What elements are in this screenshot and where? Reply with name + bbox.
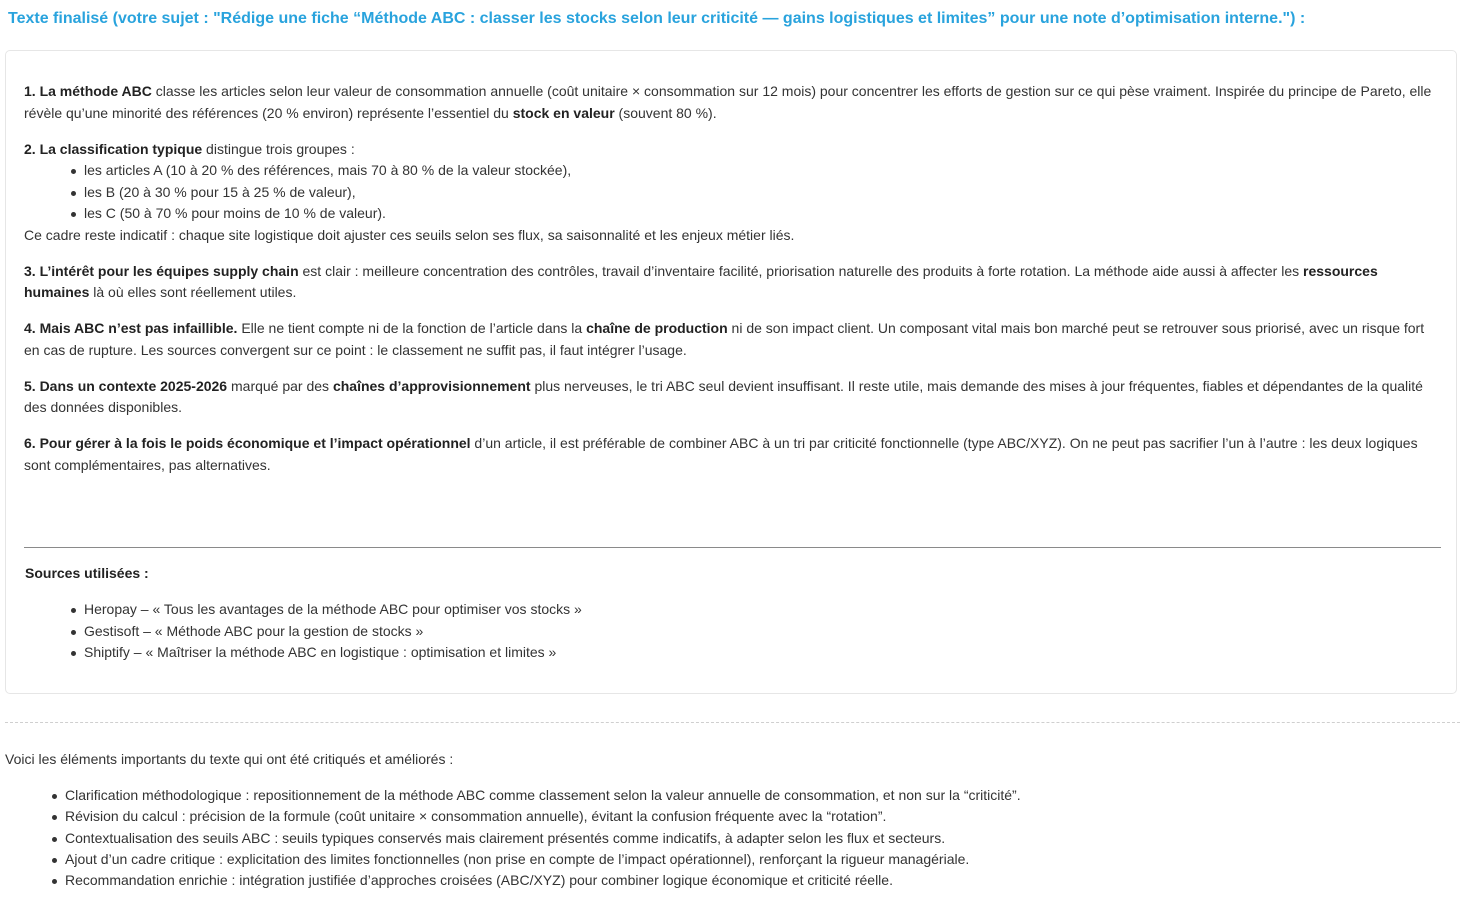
paragraph-5-lead: 5. Dans un contexte 2025-2026 bbox=[24, 377, 228, 394]
list-item: Gestisoft – « Méthode ABC pour la gestion de stocks » bbox=[24, 621, 1424, 643]
divider bbox=[24, 547, 1441, 548]
paragraph-1-text-b: (souvent 80 %). bbox=[614, 104, 717, 121]
critique-intro: Voici les éléments importants du texte qui ont été critiqués et améliorés : bbox=[5, 751, 454, 767]
paragraph-2 bbox=[24, 139, 1440, 161]
paragraph-3 bbox=[24, 261, 1440, 304]
sources-list bbox=[24, 599, 1424, 664]
paragraph-4-bold: chaîne de production bbox=[586, 320, 728, 336]
list-item: Shiptify – « Maîtriser la méthode ABC en logistique : optimisation et limites » bbox=[24, 642, 1424, 664]
paragraph-1-bold: stock en valeur bbox=[512, 104, 615, 121]
paragraph-5 bbox=[24, 376, 1440, 419]
final-text-body bbox=[24, 81, 1440, 491]
paragraph-4 bbox=[24, 318, 1440, 361]
classification-list bbox=[24, 160, 1440, 225]
paragraph-2-text: distingue trois groupes : bbox=[202, 140, 355, 157]
page-title: Texte finalisé (votre sujet : "Rédige une fiche “Méthode ABC : classer les stocks selon leur criticité — gains logistiques et limites” pour une note d’optimisation interne.") : bbox=[8, 10, 1306, 27]
final-text-card bbox=[5, 50, 1457, 694]
paragraph-5-bold: chaînes d’approvisionnement bbox=[332, 377, 531, 394]
list-item: les articles A (10 à 20 % des références, mais 70 à 80 % de la valeur stockée), bbox=[24, 160, 1440, 182]
paragraph-1-lead: 1. La méthode ABC bbox=[24, 83, 152, 99]
paragraph-4-lead: 4. Mais ABC n’est pas infaillible. bbox=[24, 320, 238, 336]
classification-note: Ce cadre reste indicatif : chaque site logistique doit ajuster ces seuils selon ses flux, sa saisonnalité et les enjeux métier liés. bbox=[24, 226, 795, 243]
paragraph-1 bbox=[24, 81, 1440, 124]
paragraph-5-text-a: marqué par des bbox=[227, 377, 333, 394]
paragraph-6-lead: 6. Pour gérer à la fois le poids économique et l’impact opérationnel bbox=[24, 435, 471, 451]
paragraph-3-text-a: est clair : meilleure concentration des contrôles, travail d’inventaire facilité, priorisation naturelle des produits à forte rotation. La méthode aide aussi à affecter les bbox=[298, 262, 1304, 279]
list-item: Contextualisation des seuils ABC : seuils typiques conservés mais clairement présentés comme indicatifs, à adapter selon les flux et secteurs. bbox=[5, 828, 1445, 849]
paragraph-4-text-a: Elle ne tient compte ni de la fonction de l’article dans la bbox=[237, 320, 587, 336]
list-item: les B (20 à 30 % pour 15 à 25 % de valeur), bbox=[24, 182, 1440, 204]
paragraph-2-lead: 2. La classification typique bbox=[24, 140, 203, 157]
paragraph-6-text: d’un article, il est préférable de combiner ABC à un tri par criticité fonctionnelle (type ABC/XYZ). On ne peut pas sacrifier l’un à l’autre : les deux logiques sont complémentaires, pas alternatives. bbox=[24, 435, 1418, 473]
paragraph-4-text-b: ni de son impact client. Un composant vital mais bon marché peut se retrouver sous priorisé, avec un risque fort en cas de rupture. Les sources convergent sur ce point : le classement ne suffit pas, il faut intégrer l’usage. bbox=[24, 320, 1425, 358]
paragraph-3-bold: ressources humaines bbox=[24, 262, 1378, 300]
list-item: Ajout d’un cadre critique : explicitation des limites fonctionnelles (non prise en compte de l’impact opérationnel), renforçant la rigueur managériale. bbox=[5, 849, 1445, 870]
paragraph-6 bbox=[24, 433, 1440, 476]
paragraph-3-lead: 3. L’intérêt pour les équipes supply chain bbox=[24, 262, 299, 279]
paragraph-3-text-b: là où elles sont réellement utiles. bbox=[89, 284, 297, 300]
paragraph-5-text-b: plus nerveuses, le tri ABC seul devient insuffisant. Il reste utile, mais demande des mises à jour fréquentes, fiables et dépendantes de la qualité des données disponibles. bbox=[24, 377, 1423, 415]
sources-title: Sources utilisées : bbox=[25, 565, 149, 581]
list-item: Recommandation enrichie : intégration justifiée d’approches croisées (ABC/XYZ) pour combiner logique économique et criticité réelle. bbox=[5, 870, 1445, 891]
critique-list bbox=[5, 785, 1445, 891]
list-item: Clarification méthodologique : repositionnement de la méthode ABC comme classement selon la valeur annuelle de consommation, et non sur la “criticité”. bbox=[5, 785, 1445, 806]
section-separator bbox=[5, 722, 1460, 723]
list-item: les C (50 à 70 % pour moins de 10 % de valeur). bbox=[24, 203, 1440, 225]
list-item: Heropay – « Tous les avantages de la méthode ABC pour optimiser vos stocks » bbox=[24, 599, 1424, 621]
list-item: Révision du calcul : précision de la formule (coût unitaire × consommation annuelle), évitant la confusion fréquente avec la “rotation”. bbox=[5, 806, 1445, 827]
paragraph-1-text-a: classe les articles selon leur valeur de consommation annuelle (coût unitaire × consommation sur 12 mois) pour concentrer les efforts de gestion sur ce qui pèse vraiment. Inspirée du principe de Pareto, elle révèle qu’une minorité des références (20 % environ) représente l’essentiel du bbox=[24, 83, 1432, 121]
